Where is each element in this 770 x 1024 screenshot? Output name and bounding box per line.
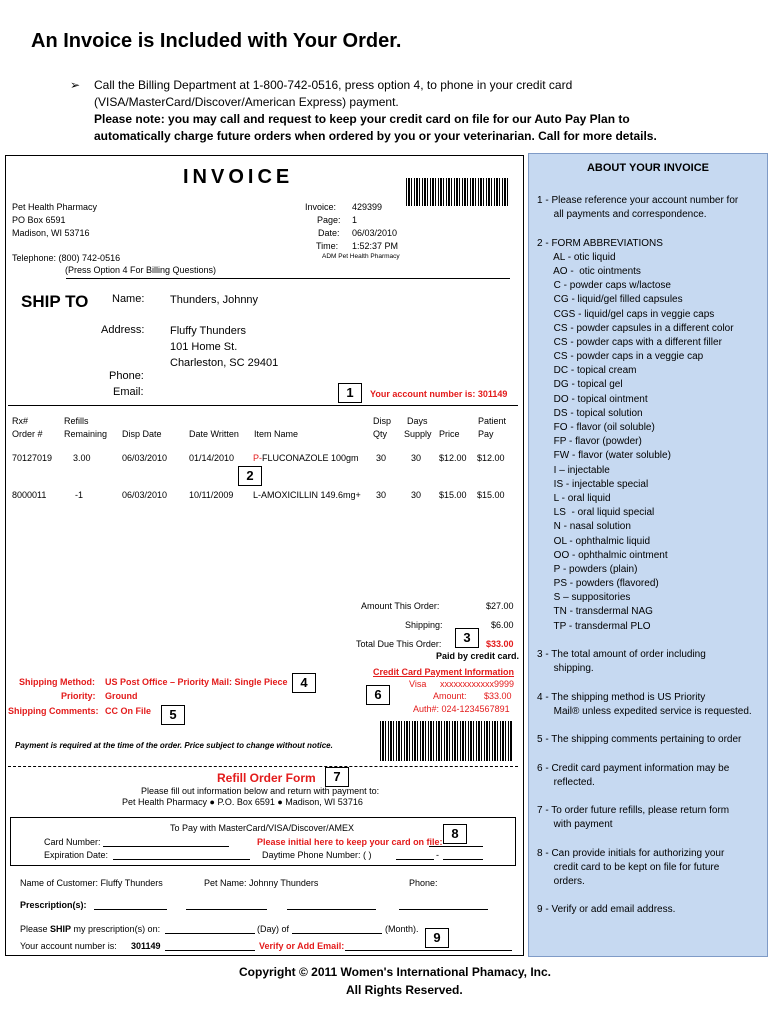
invoice-time: 1:52:37 PM — [352, 241, 399, 251]
intro-note-1: Please note: you may call and request to keep your credit card on file for our Auto Pay Plan to — [94, 112, 630, 126]
about-invoice-line: CG - liquid/gel filled capsules — [537, 294, 683, 306]
about-invoice-line: with payment — [537, 819, 613, 831]
marker-7: 7 — [325, 767, 349, 787]
invoice-label: Invoice: — [305, 202, 337, 212]
shipping-method-label: Shipping Method: — [19, 677, 95, 687]
prescription-input-3[interactable] — [287, 909, 376, 910]
row-2-remaining: -1 — [75, 490, 84, 500]
cc-visa-number: xxxxxxxxxxxx9999 — [440, 679, 515, 689]
about-invoice-line: AL - otic liquid — [537, 251, 616, 263]
row-1-item-name: FLUCONAZOLE 100gm — [262, 453, 359, 463]
about-invoice-line: I – injectable — [537, 464, 610, 476]
daytime-phone-label: Daytime Phone Number: ( ) — [262, 850, 372, 860]
ship-month-input[interactable] — [292, 933, 382, 934]
address-line-2: 101 Home St. — [170, 341, 238, 353]
col-remaining: Remaining — [64, 429, 108, 439]
about-invoice-line: all payments and correspondence. — [537, 209, 707, 221]
col-disp: Disp — [373, 416, 392, 426]
about-invoice-title: ABOUT YOUR INVOICE — [586, 162, 710, 174]
cc-amount-label: Amount: — [433, 691, 467, 701]
card-number-label: Card Number: — [44, 837, 101, 847]
ship-day-input[interactable] — [165, 933, 255, 934]
phone-prefix-input[interactable] — [396, 859, 434, 860]
total-value: $33.00 — [486, 639, 514, 649]
phone-suffix-input[interactable] — [443, 859, 483, 860]
about-invoice-line: TP - transdermal PLO — [537, 620, 651, 632]
about-invoice-line: L - oral liquid — [537, 492, 611, 504]
cc-visa-label: Visa — [409, 679, 427, 689]
company-telephone: Telephone: (800) 742-0516 — [12, 253, 121, 263]
about-invoice-line: FO - flavor (oil soluble) — [537, 422, 655, 433]
about-invoice-line: OO - ophthalmic ointment — [537, 549, 668, 561]
marker-1: 1 — [338, 383, 362, 403]
about-invoice-line: CS - powder caps with a different filler — [537, 336, 722, 348]
barcode-bottom — [380, 721, 513, 761]
col-days: Days — [407, 416, 428, 426]
row-2-disp-date: 06/03/2010 — [122, 490, 168, 500]
divider — [8, 405, 518, 406]
adm-text: ADM Pet Health Pharmacy — [322, 253, 400, 260]
row-2-order: 8000011 — [12, 490, 47, 500]
priority-label: Priority: — [61, 691, 96, 701]
please-ship-post: my prescription(s) on: — [71, 924, 161, 934]
col-date-written: Date Written — [189, 429, 239, 439]
refill-phone-label: Phone: — [409, 878, 438, 888]
company-po: PO Box 6591 — [12, 215, 66, 225]
name-label: Name: — [112, 293, 145, 305]
about-invoice-line — [537, 222, 752, 236]
about-invoice-line: DG - topical gel — [537, 379, 623, 391]
refill-account-number: 301149 — [131, 941, 161, 951]
ship-to-heading: SHIP TO — [21, 292, 89, 311]
row-1-pay: $12.00 — [477, 453, 505, 463]
shipping-value: $6.00 — [491, 620, 514, 630]
about-invoice-line: 1 - Please reference your account number for — [537, 195, 739, 206]
marker-8: 8 — [443, 824, 467, 844]
about-invoice-line: OL - ophthalmic liquid — [537, 535, 651, 547]
col-price: Price — [439, 429, 460, 439]
about-invoice-line: LS - oral liquid special — [537, 507, 655, 519]
intro-note-2: automatically charge future orders when ordered by you or your veterinarian. Call for more details. — [94, 129, 657, 143]
about-invoice-line: orders. — [537, 876, 585, 887]
paid-by-credit: Paid by credit card. — [436, 651, 520, 661]
verify-email-label: Verify or Add Email: — [259, 941, 345, 951]
shipping-comments: CC On File — [105, 706, 152, 716]
col-refills: Refills — [64, 416, 89, 426]
marker-5: 5 — [161, 705, 185, 725]
about-invoice-line: 5 - The shipping comments pertaining to order — [537, 734, 742, 746]
row-1-date-written: 01/14/2010 — [189, 453, 235, 463]
col-supply: Supply — [404, 429, 432, 439]
about-invoice-line — [537, 747, 752, 761]
amount-label: Amount This Order: — [361, 601, 440, 611]
about-invoice-line: CS - powder capsules in a different color — [537, 322, 734, 334]
total-label: Total Due This Order: — [356, 639, 442, 649]
about-invoice-line: CGS - liquid/gel caps in veggie caps — [537, 308, 715, 320]
card-number-input[interactable] — [103, 846, 229, 847]
about-invoice-line: Mail® unless expedited service is requested. — [537, 705, 752, 717]
divider — [66, 278, 510, 279]
page-heading: An Invoice is Included with Your Order. — [31, 30, 402, 52]
initial-input[interactable] — [429, 846, 483, 847]
row-1-item-prefix: P- — [253, 453, 262, 463]
cc-title: Credit Card Payment Information — [373, 667, 515, 677]
marker-2: 2 — [238, 466, 262, 486]
about-invoice-line: DO - topical ointment — [537, 393, 648, 405]
address-label: Address: — [101, 324, 145, 336]
col-rx: Rx# — [12, 416, 29, 426]
col-qty: Qty — [373, 429, 388, 439]
refill-title: Refill Order Form — [217, 771, 316, 785]
row-1-disp-date: 06/03/2010 — [122, 453, 168, 463]
refill-account-label: Your account number is: — [20, 941, 117, 951]
telephone-note: (Press Option 4 For Billing Questions) — [65, 265, 217, 275]
month-label: (Month). — [385, 924, 419, 934]
row-2-date-written: 10/11/2009 — [189, 490, 234, 500]
dashed-divider — [8, 766, 518, 767]
row-2-price: $15.00 — [439, 490, 467, 500]
about-invoice-line: P - powders (plain) — [537, 563, 638, 575]
rights-reserved: All Rights Reserved. — [346, 983, 463, 997]
row-1-item — [253, 453, 359, 463]
about-invoice-line — [537, 889, 752, 903]
about-invoice-line: 2 - FORM ABBREVIATIONS — [537, 237, 663, 249]
row-2-pay: $15.00 — [477, 490, 505, 500]
about-invoice-line: C - powder caps w/lactose — [537, 280, 671, 292]
about-invoice-line: FP - flavor (powder) — [537, 436, 642, 448]
pay-with-text: To Pay with MasterCard/VISA/Discover/AMEX — [170, 823, 355, 833]
col-pay: Pay — [478, 429, 494, 439]
marker-3: 3 — [455, 628, 479, 648]
marker-4: 4 — [292, 673, 316, 693]
col-patient: Patient — [478, 416, 507, 426]
about-invoice-line: IS - injectable special — [537, 478, 649, 490]
about-invoice-line: FW - flavor (water soluble) — [537, 450, 671, 462]
cc-auth: Auth#: 024-1234567891 — [413, 704, 510, 714]
marker-9: 9 — [425, 928, 449, 948]
please-ship-bold: SHIP — [50, 924, 72, 934]
row-1-order: 70127019 — [12, 453, 53, 463]
company-name: Pet Health Pharmacy — [12, 202, 98, 212]
email-label: Email: — [113, 386, 144, 398]
about-invoice-line: TN - transdermal NAG — [537, 606, 653, 618]
phone-dash: - — [436, 850, 439, 860]
pet-name: Pet Name: Johnny Thunders — [204, 878, 319, 888]
about-invoice-line: DC - topical cream — [537, 365, 637, 377]
marker-6: 6 — [366, 685, 390, 705]
page-number: 1 — [352, 215, 358, 225]
invoice-title: INVOICE — [183, 166, 294, 188]
expiration-label: Expiration Date: — [44, 850, 109, 860]
page-label: Page: — [317, 215, 341, 225]
account-line — [165, 950, 255, 951]
col-order: Order # — [12, 429, 43, 439]
row-1-price: $12.00 — [439, 453, 467, 463]
row-2-item: L-AMOXICILLIN 149.6mg+ — [253, 490, 361, 500]
prescription-input-4[interactable] — [399, 909, 488, 910]
shipping-comments-label: Shipping Comments: — [8, 706, 99, 716]
about-invoice-list — [537, 194, 752, 918]
payment-required-note: Payment is required at the time of the order. Price subject to change without notice. — [15, 741, 333, 750]
day-of-label: (Day) of — [257, 924, 290, 934]
about-invoice-line: shipping. — [537, 663, 594, 675]
about-invoice-line — [537, 790, 752, 804]
col-disp-date: Disp Date — [122, 429, 162, 439]
email-input[interactable] — [345, 950, 512, 951]
about-invoice-line: 9 - Verify or add email address. — [537, 904, 676, 916]
phone-label: Phone: — [109, 370, 144, 382]
bullet-icon: ➢ — [70, 78, 81, 92]
prescription-input-1[interactable] — [94, 909, 167, 910]
about-invoice-line: credit card to be kept on file for future — [537, 861, 720, 873]
barcode-top — [406, 178, 508, 206]
time-label: Time: — [316, 241, 339, 251]
about-invoice-line — [537, 832, 752, 846]
company-city: Madison, WI 53716 — [12, 228, 90, 238]
refill-instructions-2: Pet Health Pharmacy ● P.O. Box 6591 ● Madison, WI 53716 — [122, 797, 363, 807]
name-value: Thunders, Johnny — [170, 294, 259, 306]
date-label: Date: — [318, 228, 340, 238]
row-1-qty: 30 — [376, 453, 387, 463]
row-2-supply: 30 — [411, 490, 422, 500]
about-invoice-panel — [528, 153, 768, 957]
about-invoice-line: DS - topical solution — [537, 407, 643, 419]
about-invoice-line: 7 - To order future refills, please return form — [537, 805, 730, 817]
customer-name: Name of Customer: Fluffy Thunders — [20, 878, 163, 888]
invoice-number: 429399 — [352, 202, 383, 212]
address-line-1: Fluffy Thunders — [170, 325, 247, 337]
shipping-label: Shipping: — [405, 620, 443, 630]
about-invoice-line: CS - powder caps in a veggie cap — [537, 351, 704, 363]
invoice-date: 06/03/2010 — [352, 228, 398, 238]
prescription-input-2[interactable] — [186, 909, 267, 910]
priority-value: Ground — [105, 691, 138, 701]
row-1-supply: 30 — [411, 453, 422, 463]
intro-line-2: (VISA/MasterCard/Discover/American Express) payment. — [94, 95, 399, 109]
about-invoice-line: 6 - Credit card payment information may be — [537, 762, 730, 774]
cc-amount: $33.00 — [484, 691, 512, 701]
about-invoice-line: S – suppositories — [537, 592, 631, 604]
please-ship-pre: Please — [20, 924, 51, 934]
intro-line-1: Call the Billing Department at 1-800-742-0516, press option 4, to phone in your credit card — [94, 78, 573, 92]
refill-instructions-1: Please fill out information below and return with payment to: — [141, 786, 380, 796]
row-1-remaining: 3.00 — [73, 453, 91, 463]
about-invoice-line: 4 - The shipping method is US Priority — [537, 691, 706, 703]
row-2-qty: 30 — [376, 490, 387, 500]
about-invoice-line — [537, 719, 752, 733]
about-invoice-line — [537, 634, 752, 648]
please-ship-text — [20, 924, 160, 934]
account-number-text: Your account number is: 301149 — [370, 389, 508, 399]
expiration-input[interactable] — [113, 859, 250, 860]
about-invoice-line: 8 - Can provide initials for authorizing your — [537, 847, 725, 859]
amount-value: $27.00 — [486, 601, 514, 611]
about-invoice-line: AO - otic ointments — [537, 265, 641, 277]
shipping-method: US Post Office – Priority Mail: Single Piece — [105, 677, 288, 687]
col-item-name: Item Name — [254, 429, 299, 439]
initial-here-label: Please initial here to keep your card on file: — [257, 837, 443, 847]
about-invoice-line — [537, 676, 752, 690]
address-line-3: Charleston, SC 29401 — [170, 357, 279, 369]
about-invoice-line: reflected. — [537, 776, 595, 788]
prescriptions-label: Prescription(s): — [20, 900, 87, 910]
about-invoice-line: PS - powders (flavored) — [537, 578, 659, 590]
copyright: Copyright © 2011 Women's International Phamacy, Inc. — [239, 965, 551, 979]
about-invoice-line: N - nasal solution — [537, 521, 631, 533]
about-invoice-line: 3 - The total amount of order including — [537, 649, 706, 660]
